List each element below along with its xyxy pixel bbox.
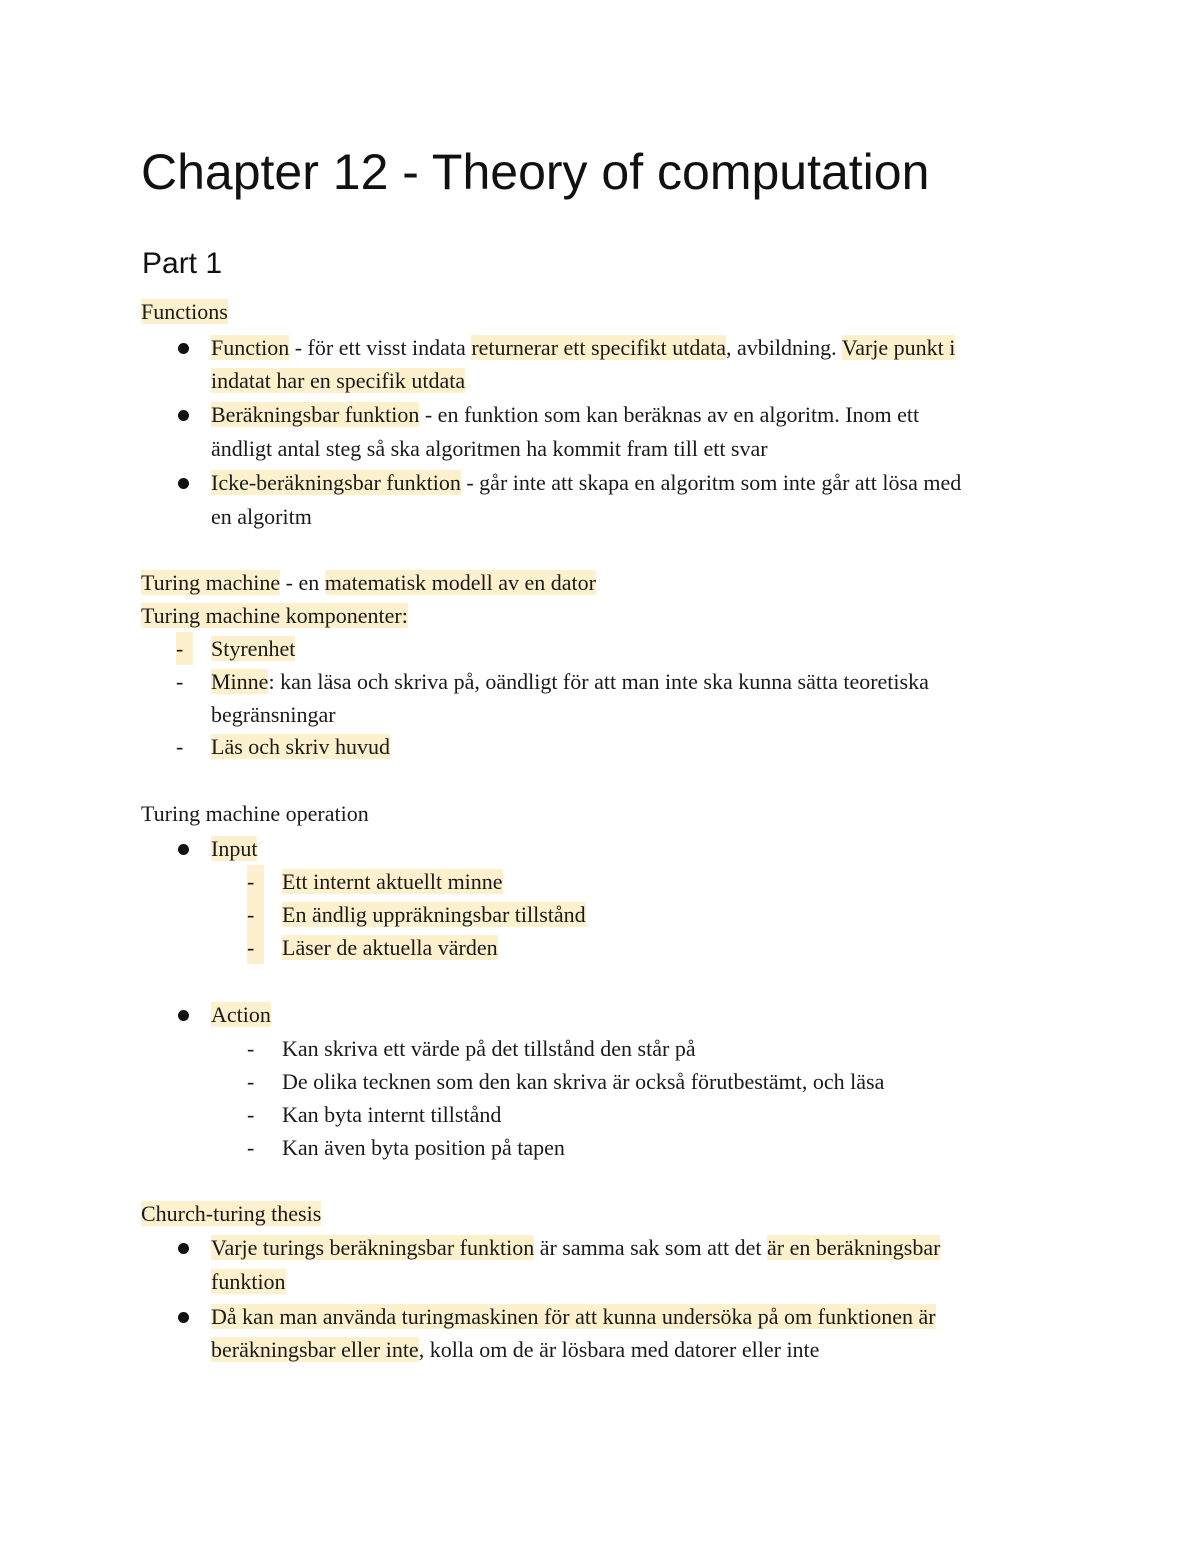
dash-marker: - bbox=[247, 1102, 255, 1127]
dash-marker: - bbox=[247, 1069, 255, 1094]
turing-operation-heading: Turing machine operation bbox=[141, 801, 369, 826]
church-item-1-line-2: funktion bbox=[211, 1269, 286, 1294]
church-item-2-line-1: Då kan man använda turingmaskinen för att kunna undersöka på om funktionen är bbox=[211, 1304, 936, 1329]
turing-machine-definition: Turing machine - en matematisk modell av en dator bbox=[141, 570, 596, 595]
dash-marker: - bbox=[176, 632, 193, 665]
action-label: Action bbox=[211, 1002, 271, 1027]
dash-marker: - bbox=[247, 1036, 255, 1061]
dash-marker: - bbox=[247, 865, 264, 898]
bullet-icon bbox=[178, 1312, 189, 1323]
bullet-icon bbox=[178, 343, 189, 354]
input-item: Läser de aktuella värden bbox=[282, 935, 498, 960]
bullet-icon bbox=[178, 1010, 189, 1021]
component-item: Styrenhet bbox=[211, 636, 296, 661]
noncomputable-function-line-2: en algoritm bbox=[211, 504, 312, 529]
input-label: Input bbox=[211, 836, 258, 861]
bullet-icon bbox=[178, 410, 189, 421]
action-item: De olika tecknen som den kan skriva är också förutbestämt, och läsa bbox=[282, 1069, 885, 1094]
function-item-line-1: Function - för ett visst indata returnerar ett specifikt utdata, avbildning. Varje punkt i bbox=[211, 335, 956, 360]
action-item: Kan även byta position på tapen bbox=[282, 1135, 565, 1160]
church-item-2-line-2: beräkningsbar eller inte, kolla om de är lösbara med datorer eller inte bbox=[211, 1337, 820, 1362]
bullet-icon bbox=[178, 844, 189, 855]
section-heading-part-1: Part 1 bbox=[142, 247, 223, 280]
input-item: En ändlig uppräkningsbar tillstånd bbox=[282, 902, 586, 927]
computable-function-line-1: Beräkningsbar funktion - en funktion som kan beräknas av en algoritm. Inom ett bbox=[211, 402, 920, 427]
input-item: Ett internt aktuellt minne bbox=[282, 869, 503, 894]
action-item: Kan skriva ett värde på det tillstånd den står på bbox=[282, 1036, 696, 1061]
function-item-line-2: indatat har en specifik utdata bbox=[211, 368, 466, 393]
component-item-line-2: begränsningar bbox=[211, 702, 336, 727]
turing-components-heading: Turing machine komponenter: bbox=[141, 603, 408, 628]
functions-heading: Functions bbox=[141, 299, 228, 324]
church-turing-heading: Church-turing thesis bbox=[141, 1201, 322, 1226]
computable-function-line-2: ändligt antal steg så ska algoritmen ha kommit fram till ett svar bbox=[211, 436, 768, 461]
church-item-1-line-1: Varje turings beräkningsbar funktion är samma sak som att det är en beräkningsbar bbox=[211, 1235, 941, 1260]
dash-marker: - bbox=[247, 1135, 255, 1160]
noncomputable-function-line-1: Icke-beräkningsbar funktion - går inte att skapa en algoritm som inte går att lösa med bbox=[211, 470, 962, 495]
bullet-icon bbox=[178, 1243, 189, 1254]
dash-marker: - bbox=[176, 734, 184, 759]
dash-marker: - bbox=[176, 669, 184, 694]
page-title: Chapter 12 - Theory of computation bbox=[141, 144, 930, 200]
dash-marker: - bbox=[247, 931, 264, 964]
component-item: Läs och skriv huvud bbox=[211, 734, 391, 759]
action-item: Kan byta internt tillstånd bbox=[282, 1102, 502, 1127]
bullet-icon bbox=[178, 478, 189, 489]
dash-marker: - bbox=[247, 898, 264, 931]
component-item: Minne: kan läsa och skriva på, oändligt för att man inte ska kunna sätta teoretiska bbox=[211, 669, 929, 694]
